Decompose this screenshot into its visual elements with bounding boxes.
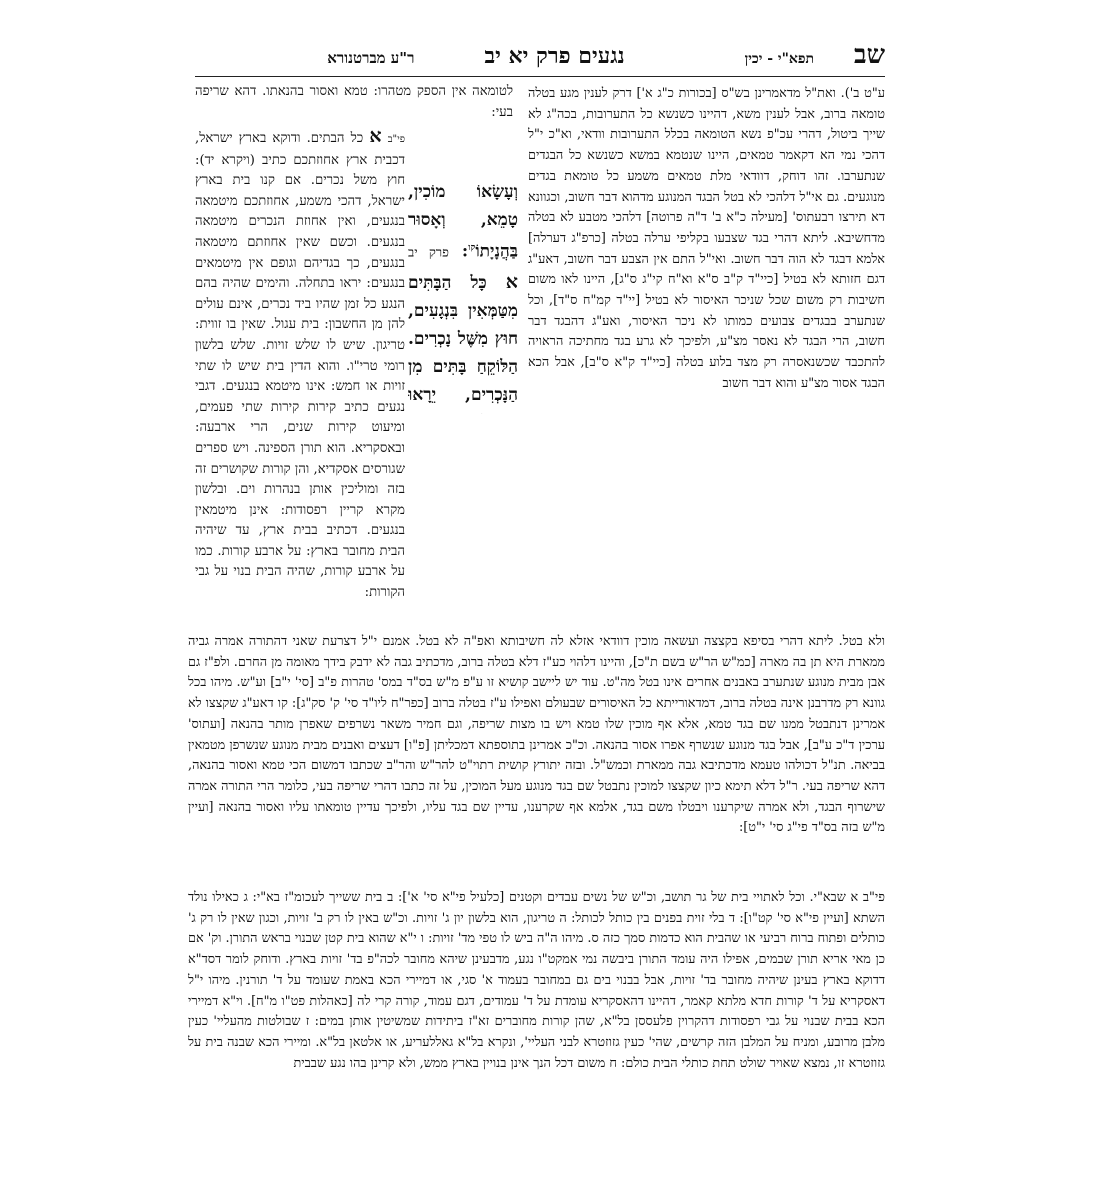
tractate-chapter-title: נגעים פרק יא יב [484, 43, 625, 69]
bartenura-chapter-label: פי"ב [387, 134, 405, 145]
tosafot-perek12-block [188, 888, 885, 1158]
bartenura-top-block [195, 82, 513, 124]
mishna-text [408, 178, 518, 414]
tosafot-right-text: ע"ט ב'). ואת"ל מדאמרינן בש"ס [בכורות כ"ג א'] דרק לענין מגע בטלה טומאה ברוב, אבל לענין משא, דהיינו כשנשא כל התערובות, בכה"ג לא שייך ביטול, דהרי עכ"פ נשא הטומאה בכלל התערובות וודאי, וא"כ י"ל דהכי נמי הא דקאמר טמאים, היינו שנטמא במשא כשנשא כל הבגדים שנתערבו. זהו דוחק, דוודאי מלת טמאים משמע כל טומאת בגדים מנוגעים. גם אי"ל דלהכי לא בטל הבגד המנוגע מדהוא דבר חשוב, וכגוונא דא תירצו רבעתוס' [מעילה כ"א ב' ד"ה פרוטה] דלהכי מטבע לא בטלה מדחשיבא. ליתא דהרי בגד שצבעו בקליפי ערלה בטלה [כרפ"ג דערלה] אלמא דבגד לא הוה דבר חשוב. ואי"ל התם אין הצבע דבר חשוב, דאע"ג דגם חזותא לא בטיל [כיי"ד ק"ב ס"א וא"ח קי"ג ס"ג], היינו לאו משום חשיבות רק משום שכל שניכר האיסור לא בטיל [יי"ד קמ"ח ס"ד], וכל שנתערב בבגדים צבועים כמותו לא ניכר האיסור, ואע"ג דהבגד דבר חשוב, הרי הבגד לא נאסר מצ"ע, ולפיכך לא גרע בגד מחתיכה הראויה להתכבד שכשנאסרה רק מצד בלוע בטלה [כיי"ד ק"א ס"ב], אבל הכא הבגד אסור מצ"ע והוא דבר חשוב [528, 86, 885, 391]
tosafot-full-text: ולא בטל. ליתא דהרי בסיפא בקצצה ועשאה מוכין דוודאי אזלא לה חשיבותא ואפ"ה לא בטל. אמנם י"ל דצרעת שאני דהתורה אמרה גביה ממארת היא תן בה מארה [כמ"ש הר"ש בשם ת"כ], והיינו דלהוי כע"ז דלא בטלה ברוב, מדכתיב גבה לא ידבק בידך מאומה מן החרם. ולפ"ז גם אבן מבית מנוגע שנתערב באבנים אחרים אינו בטל מה"ט. עוד יש ליישב קושיא זו ע"פ מ"ש בס"ד במס' טהרות פ"ב [סי' י"ב] וע"ש. מיהו בכל גוונא רק מדרבנן אינה בטלה ברוב, דמדאורייתא כל האיסורים שבעולם ואפילו ע"ז בטלה ברוב [כפר"ח ליו"ד סי' ק' סק"ג]: קו דאע"ג שקצצו לא אמרינן דנתבטל ממנו שם בגד טמא, אלא אף מוכין שלו טמא ויש בו מצות שריפה, וגם חמיר משאר נשרפים שאפרן מותר בהנאה [ועתוס' ערכין ד"כ ע"ב], אבל בגד מנוגע שנשרף אפרו אסור בהנאה. וכ"כ אמרינן בתוספתא דמכליתן [פ"ו] דעצים ואבנים מבית מנוגע שנשרפן מטמאין בביאה. תנ"ל דכולהו טעמא מדכתיבא גבה ממארת וכמש"ל. ובזה יתורץ קושית רתוי"ט להר"ש והר"ב שכתבו דמשום הכי טמא ואסור בהנאה, דהא שריפה בעי. ר"ל דלא תימא כיון שקצצו למוכין נתבטל שם בגד מנוגע מעל המוכין, על זה כתבו דהרי שריפה בעי, כלומר הרי התורה אמרה שישרוף הבגד, ולא אמרה שיקרענו ויבטלו משם בגד, אלמא אף שקרענו, עדיין שם בגד עליו, ולפיכך עדיין טומאתו עליו ואסור בהנאה [ועיין מ"ש בזה בס"ד פי"ג סי' י"ט]: [188, 634, 885, 836]
mishna-colon: : [461, 241, 469, 262]
tosafot-perek12-text: פי"ב א שבא"י. וכל לאתויי בית של גר תושב, וכ"ש של נשים עבדים וקטנים [כלעיל פי"א סי' א']: ב בית ששייך לעכומ"ז בא"י: ג כאילו נולד השתא [ועיין פי"א סי' קט"ו]: ד בלי זוית בפנים בין כותל לכותל: ה טריגון, הוא בלשון יון ג' זויות. וכ"ש באין לו רק ב' זויות, וכגון שאין לו רק ג' כותלים ופתוח ברוח רביעי או שהבית הוא כדמות סמך כזה ס. מיהו ה"ה ביש לו טפי מד' זויות: ו י"א שהוא בית קטן שבנוי בראש התורן. וק' אם כן מאי אריא תורן שבמים, אפילו היה עומד התורן ביבשה נמי אמקט"ו נגע, מדבעינן שיהא מחובר לכה"פ בד' זויות בארץ. ודוחק לומר דסד"א דדוקא בארץ בעינן שיהיה מחובר בד' זויות, אבל בבנוי בים גם במחובר בעמוד א' סגי, או דמיירי הכא באמת שעומד על ד' תורנין. מיהו י"ל דאסקריא על ד' קורות חדא מלתא קאמר, דהיינו דהאסקריא עומדת על ד' עמודים, דגם עמוד, קורה קרי לה [כאהלות פט"ו מ"ח]. וי"א דמיירי הכא בבית שבנוי על גבי רפסודות דהקרוין פלעססן בל"א, שהן קורות מחוברים זא"ז ביתידות שמשיטין אותן במים: ז שבולטות מהעליי' כעין מלבן מרובע, ומניח על המלבן הזה קרשים, שהי' כעין גזוזטרא לבני העליי', ונקרא בל"א גאללעריע, או אלטאן בל"א. ומיירי הכא שבנה בית על גזוזטרא זו, נמצא שאויר שולט תחת כותלי הבית כולם: ח משום דכל הנך אינן בנויין בארץ ממש, ולא קרינן בהו נגע שבבית [188, 890, 885, 1071]
bartenura-top-text: לטומאה אין הספק מטהרו: טמא ואסור בהנאתו. דהא שריפה בעי: [195, 84, 513, 120]
mishna-top-text: וְעָשָׂאוֹ מוֹכִין, טָמֵא, וְאָסוּר בַּהֲנָיָתוֹ [408, 182, 518, 262]
mishna-main-text: כָּל הַבָּתִּים מִטַּמְּאִין בִּנְגָעִים, חוּץ מִשֶּׁל נָכְרִים. הַלּוֹקֵחַ בָּתִּים מִן הַנָּכְרִים, יֵרָאוּ [408, 272, 518, 405]
mishna-top-ref: קו [468, 243, 476, 253]
page-number: שב [854, 40, 885, 70]
bartenura-header-label: ר"ע מברטנורא [327, 49, 415, 67]
bartenura-main-column [195, 126, 405, 600]
tosafot-full-width-block [188, 632, 885, 884]
bartenura-large-letter: א [369, 126, 382, 147]
mishna-large-letter: א [505, 270, 518, 293]
header-divider [195, 76, 885, 77]
bartenura-left-text: כל הבתים. ודוקא בארץ ישראל, דכבית ארץ אחוזתכם כתיב (ויקרא יד): חוץ משל נכרים. אם קנו בית בארץ ישראל, דהכי משמע, אחוזתכם מיטמאה בנגעים, ואין אחוזת הנכרים מיטמאה בנגעים. וכשם שאין אחוזתם מיטמאה בנגעים, כך בגדיהם וגופם אין מיטמאים בנגעים: יראו בתחלה. והימים שהיה בהם הנגע כל זמן שהיו ביד נכרים, אינם עולים להן מן החשבון: בית עגול. שאין בו זווית: טריגון. שיש לו שלש זויות. שלש בלשון רומי טרי"ו. והוא הדין בית שיש לו שתי זויות או חמש: אינו מיטמא בנגעים. דגבי נגעים כתיב קירות קירות שתי פעמים, ומיעוט קירות שנים, הרי ארבעה: ובאסקריא. הוא תורן הספינה. ויש ספרים שגורסים אסקדיא, והן קורות שקושרים זה בזה ומוליכין אותן בנהרות וים. ובלשון מקרא קריין רפסודות: אינן מיטמאין בנגעים. דכתיב בבית ארץ, עד שיהיה הבית מחובר בארץ: על ארבע קורות. כמו על ארבע קורות, שהיה הבית בנוי על גבי הקורות: [195, 131, 405, 600]
mishna-block [408, 178, 518, 414]
page-header [195, 40, 885, 74]
bartenura-main-text [195, 126, 405, 600]
tosafot-header-label: תפא"י - יכין [744, 51, 815, 67]
tosafot-right-column [528, 84, 885, 630]
mishna-perek-label: פרק יב [408, 245, 449, 261]
